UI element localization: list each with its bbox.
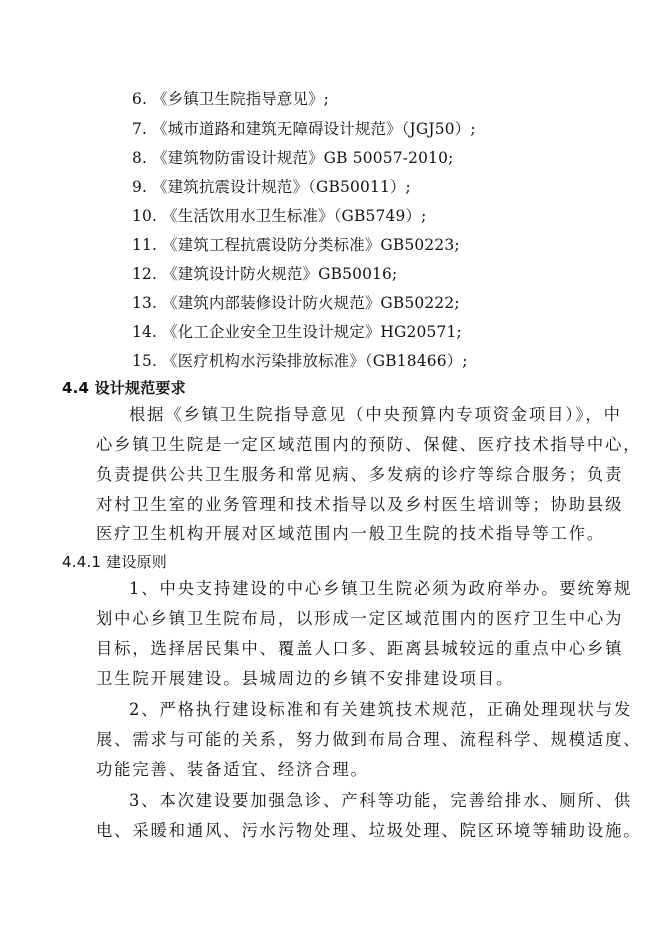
paragraph-line: 医疗卫生机构开展对区域范围内一般卫生院的技术指导等工作。 (96, 524, 606, 543)
reference-item: 12. 《建筑设计防火规范》GB50016; (132, 265, 398, 283)
subsection-heading: 4.4.1 建设原则 (62, 553, 167, 571)
paragraph-line: 3、本次建设要加强急诊、产科等功能，完善给排水、厕所、供 (129, 791, 633, 810)
paragraph-line: 划中心乡镇卫生院布局，以形成一定区域范围内的医疗卫生中心为 (96, 609, 624, 628)
paragraph-line: 2、严格执行建设标准和有关建筑技术规范，正确处理现状与发 (129, 700, 633, 719)
paragraph-line: 功能完善、装备适宜、经济合理。 (96, 760, 369, 779)
reference-item: 10. 《生活饮用水卫生标准》（GB5749）; (132, 207, 427, 225)
reference-item: 15. 《医疗机构水污染排放标准》（GB18466）; (132, 352, 468, 370)
reference-item: 9. 《建筑抗震设计规范》（GB50011）; (132, 178, 411, 196)
paragraph-line: 根据《乡镇卫生院指导意见（中央预算内专项资金项目）》，中 (129, 405, 622, 424)
paragraph-line: 展、需求与可能的关系，努力做到布局合理、流程科学、规模适度、 (96, 730, 642, 749)
section-heading: 4.4 设计规范要求 (62, 379, 186, 397)
reference-item: 14. 《化工企业安全卫生设计规定》HG20571; (132, 323, 462, 341)
reference-item: 8. 《建筑物防雷设计规范》GB 50057-2010; (132, 149, 454, 167)
paragraph-line: 卫生院开展建设。县城周边的乡镇不安排建设项目。 (96, 669, 515, 688)
reference-item: 13. 《建筑内部装修设计防火规范》GB50222; (132, 294, 460, 312)
reference-item: 6. 《乡镇卫生院指导意见》; (132, 90, 330, 108)
paragraph-line: 目标，选择居民集中、覆盖人口多、距离县城较远的重点中心乡镇 (96, 639, 624, 658)
paragraph-line: 对村卫生室的业务管理和技术指导以及乡村医生培训等；协助县级 (96, 495, 624, 514)
paragraph-line: 1、中央支持建设的中心乡镇卫生院必须为政府举办。要统筹规 (129, 579, 633, 598)
paragraph-line: 负责提供公共卫生服务和常见病、多发病的诊疗等综合服务；负责 (96, 465, 624, 484)
reference-item: 11. 《建筑工程抗震设防分类标准》GB50223; (132, 236, 460, 254)
paragraph-line: 电、采暖和通风、污水污物处理、垃圾处理、院区环境等辅助设施。 (96, 821, 642, 840)
reference-item: 7. 《城市道路和建筑无障碍设计规范》（JGJ50）; (132, 120, 476, 138)
paragraph-line: 心乡镇卫生院是一定区域范围内的预防、保健、医疗技术指导中心， (96, 435, 642, 454)
